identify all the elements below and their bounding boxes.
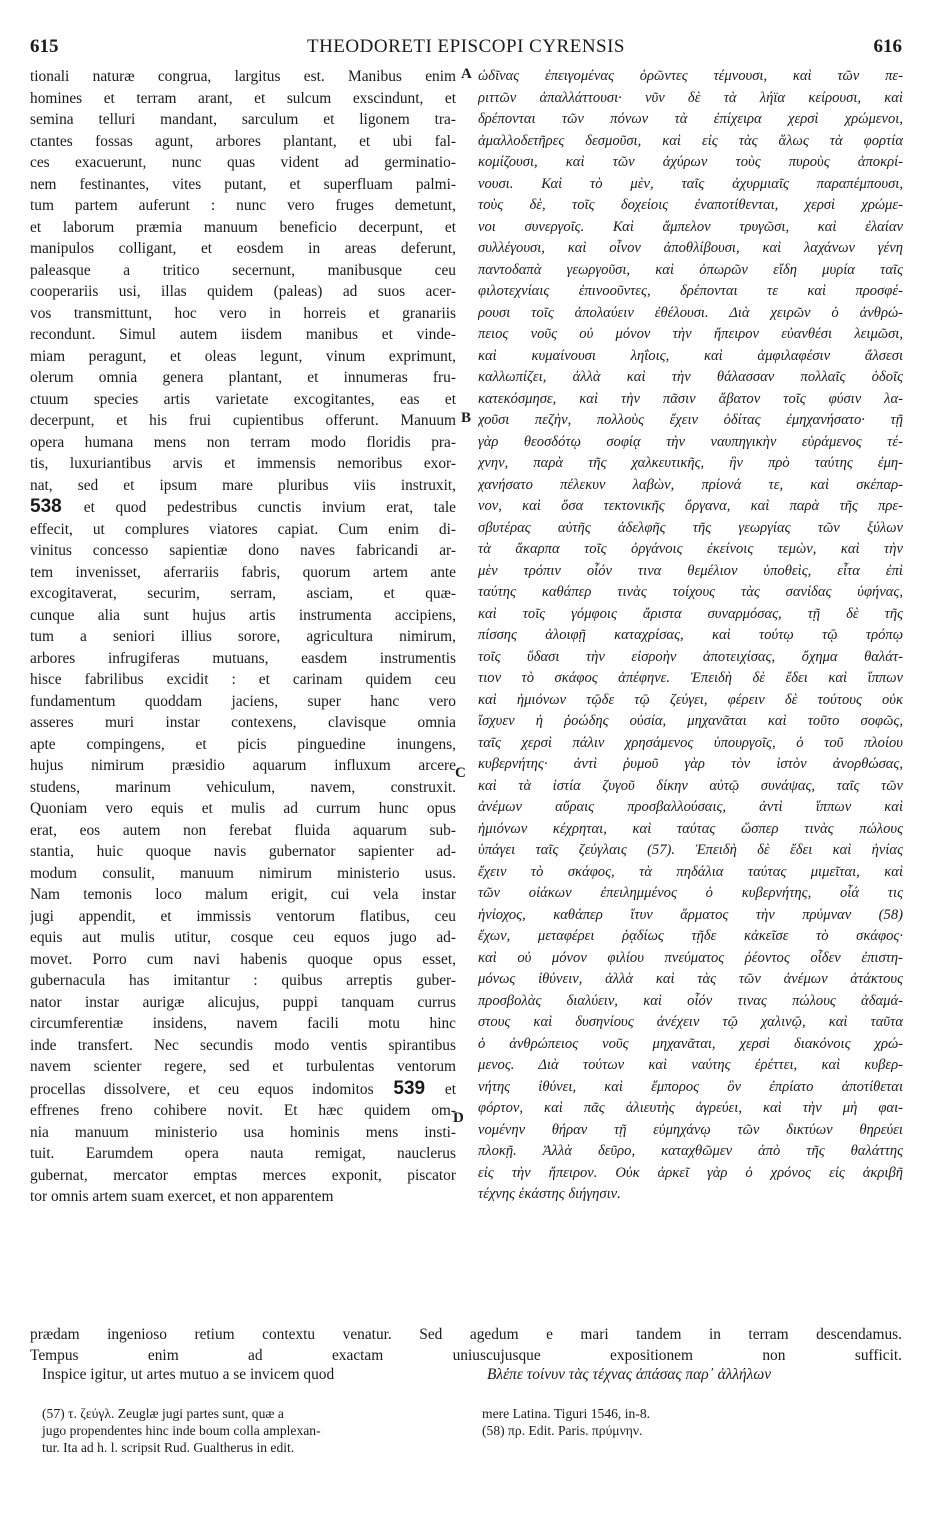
latin-text-line: recondunt. Simul autem iisdem manibus et vinde- [30, 326, 456, 343]
greek-last-line: Βλέπε τοίνυν τὰς τέχνας ἁπάσας παρ᾽ ἀλλήλων [487, 1366, 772, 1383]
greek-text-line: ὁ ἀνθρώπειος νοῦς μηχανᾶται, χερσὶ διακόνοις χρώ- [478, 1035, 903, 1052]
greek-text-line: τὰ ἄκαρπα τοῖς ὀργάνοις ἐκείνοις τεμὼν, καὶ τὴν [478, 541, 903, 557]
latin-text-line: manipulos colligant, et eosdem in areas deferunt, [30, 240, 456, 257]
latin-text-line: apte compingens, et picis pinguedine inungens, [30, 735, 456, 753]
greek-text-line: τέχνης ἑκάστης διήγησιν. [478, 1186, 621, 1202]
greek-text-line: πειος νοῦς οὐ μόνον τὴν ἤπειρον εὐανθέσι λειμῶσι, [478, 326, 903, 342]
latin-text-line: circumferentiæ insidens, navem facili motu hinc [30, 1015, 456, 1032]
section-mark-c: C [455, 765, 466, 781]
latin-text-line: cooperariis usi, illas quidem (paleas) ad suos acer- [30, 283, 456, 300]
latin-text-line: tis, luxuriantibus arvis et immensis nemoribus exor- [30, 455, 456, 472]
footnote-line: mere Latina. Tiguri 1546, in-8. [482, 1406, 651, 1421]
greek-text-line: συλλέγουσι, καὶ οἶνον ἀποθλίβουσι, καὶ λαχάνων γένη [478, 240, 903, 256]
running-title: THEODORETI EPISCOPI CYRENSIS [306, 36, 626, 57]
greek-text-line: ἔχειν τὸ σκάφος, τὰ πηδάλια ταύτας μιμεῖται, καὶ [478, 863, 903, 880]
greek-text-line: χνην, παρὰ τῆς χαλκευτικῆς, ἣν πρὸ ταύτης ἐμη- [478, 455, 903, 471]
greek-text-line: κυβερνήτης· ἀντὶ ῥυμοῦ γὰρ τὸν ἱστὸν ἀνορθώσας, [478, 756, 903, 772]
greek-text-line: μὲν τρόπιν οἷόν τινα θεμέλιον ὑποθεὶς, εἶτα ἐπὶ [478, 562, 903, 579]
greek-text-line: φιλοτεχνίαις ἐπινοοῦντες, δρέπονται τε καὶ προσφέ- [478, 283, 903, 299]
greek-column [478, 66, 903, 1206]
latin-text-line: jugi appendit, et immissis ventorum flatibus, ceu [30, 907, 456, 925]
latin-text-line: vinitus concesso sapientiæ dono naves fabricandi ar- [30, 542, 456, 559]
greek-text-line: σβυτέρας αὐτῆς ἀδελφῆς τῆς γεωργίας τῶν ξύλων [478, 519, 903, 536]
greek-text-line: ὑπάγει ταῖς ζεύγλαις (57). Ἐπειδὴ δὲ ἔδει καὶ ἡνίας [478, 842, 903, 858]
latin-text-line: tum partem auferunt : nunc vero fruges demetunt, [30, 197, 456, 214]
latin-text-line: ctantes fossas agunt, arbores plantant, et ubi fal- [30, 132, 456, 150]
greek-text-line: κομίζουσι, καὶ τῶν ἀχύρων τοὺς πυροὺς ἀποκρί- [478, 154, 903, 170]
greek-text-line: μενος. Διὰ τούτων καὶ ναύτης ἐρέττει, καὶ κυβερ- [478, 1057, 903, 1073]
latin-text-line: Quoniam vero equis et mulis ad currum hunc opus [30, 800, 456, 817]
latin-text-line: gubernat, mercator emptas merces exponit, piscator [30, 1166, 456, 1184]
latin-text-line: tum a seniori illius sorore, agricultura nimirum, [30, 628, 456, 645]
latin-text-line: homines et terram arant, et sulcum exscindunt, et [30, 89, 456, 107]
footnote-line: jugo propendentes hinc inde boum colla amplexan- [42, 1423, 321, 1438]
latin-text-line: equis aut mulis utitur, cosque ceu equos jugo ad- [30, 929, 456, 946]
latin-text-line: erat, eos autem non ferebat fluida aquarum sub- [30, 821, 456, 839]
greek-text-line: τιον τὸ σκάφος ἀπέφηνε. Ἐπειδὴ δὲ ἔδει καὶ ἵππων [478, 670, 903, 686]
latin-text-line: fundamentum quoddam jaciens, super hanc vero [30, 692, 456, 710]
page-number-right: 616 [873, 36, 902, 57]
latin-text-line: nator instar aurigæ alicujus, puppi tanquam currus [30, 993, 456, 1011]
latin-text-line: tem invenisset, aferrariis fabris, quorum artem ante [30, 563, 456, 581]
latin-text-line: excogitaverat, securim, serram, asciam, et quæ- [30, 585, 456, 602]
footnote-line: (57) τ. ζεύγλ. Zeuglæ jugi partes sunt, quæ a [42, 1406, 284, 1421]
latin-text-line: gubernacula has imitantur : quibus arreptis guber- [30, 972, 456, 989]
greek-text-line: νομένην θήραν τῇ εὐμηχάνῳ τῶν δικτύων θηρεύει [478, 1121, 903, 1138]
greek-text-line: ταύτης καθάπερ τινὰς τοίχους τὰς σανίδας ὑφήνας, [478, 584, 903, 600]
footnote-line: tur. Ita ad h. l. scripsit Rud. Gualtherus in edit. [42, 1440, 295, 1455]
latin-text-line: et laborum præmia manuum beneficio decerpunt, et [30, 218, 456, 236]
running-header [30, 36, 902, 62]
latin-text-line: cunque alia sunt hujus artis instrumenta accipiens, [30, 606, 456, 624]
greek-text-line: ταῖς χερσὶ πάλιν χρησάμενος ὑπουργοῖς, ὁ τοῦ πλοίου [478, 734, 903, 751]
section-mark-d: D [453, 1110, 464, 1126]
latin-text-line: effecit, ut complures viatores capiat. Cum enim di- [30, 520, 456, 538]
latin-text-line: navem scienter regere, sed et turbulentas ventorum [30, 1058, 456, 1075]
latin-text-line: ctuum species artis varietate excogitantes, eas et [30, 390, 456, 408]
greek-text-line: καλλωπίζει, ἀλλὰ καὶ τὴν θάλασσαν πολλαῖς ὁδοῖς [478, 369, 903, 385]
greek-text-line: δρέπονται τῶν πόνων τὰ ἐπίχειρα χερσὶ χρώμενοι, [478, 111, 903, 127]
full-width-text [30, 1324, 902, 1366]
greek-text-line: ὠδῖνας ἐπειγομένας ὁρῶντες τέμνουσι, καὶ τῶν πε- [478, 68, 903, 84]
greek-text-line: ἀμαλλοδετῆρες δεσμοῦσι, καὶ εἰς τὰς ἅλως τὰ φορτία [478, 132, 903, 149]
greek-text-line: ριττῶν ἀπαλλάττουσι· νῦν δὲ τὰ λήϊα κείρουσι, καὶ [478, 89, 903, 106]
greek-text-line: ἴσχυεν ἡ ῥοώδης οὐσία, μηχανᾶται καὶ τοῦτο σοφῶς, [478, 713, 903, 729]
greek-text-line: γὰρ θεοσδότῳ σοφίᾳ τὴν ναυπηγικὴν εὑράμενος τέ- [478, 433, 903, 450]
greek-text-line: τοῖς ὕδασι τὴν εἰσροὴν ἀποτειχίσας, ὄχημα θαλάτ- [478, 648, 903, 665]
latin-text-line: stantia, huic quoque navis gubernator sapienter ad- [30, 843, 456, 860]
footnote-line: (58) πρ. Edit. Paris. πρύμνην. [482, 1423, 643, 1438]
greek-text-line: τοὺς δὲ, τοῖς δοχείοις ἐναποτίθενται, χερσὶ χρώμε- [478, 197, 903, 213]
latin-text-line: procellas dissolvere, et ceu equos indomitos 539 et [30, 1077, 456, 1099]
footnotes-left [42, 1405, 321, 1456]
latin-text-line: opera humana mens non terram modo floridis pra- [30, 433, 456, 451]
greek-text-line: ἡμιόνων κέχρηται, καὶ ταύτας ὥσπερ τινὰς πώλους [478, 820, 903, 837]
greek-text-line: χανήσατο πέλεκυν λαβὼν, πρίονά τε, καὶ σκέπαρ- [478, 476, 903, 493]
greek-text-line: κατεκόσμησε, καὶ τὴν πᾶσιν ἄβατον τοῖς φύσιν λα- [478, 390, 903, 407]
latin-539-tail: et [444, 1080, 456, 1098]
latin-text-line: vos transmittunt, hoc vero in horreis et granariis [30, 304, 456, 322]
latin-text-line: ces exacuerunt, nunc quas vident ad germinatio- [30, 154, 456, 171]
latin-text-line: inde transfert. Nec secundis modo ventis spirantibus [30, 1036, 456, 1054]
latin-text-line: asseres muri instar contexens, clavisque omnia [30, 714, 456, 731]
greek-text-line: εἰς τὴν ἤπειρον. Οὐκ ἀρκεῖ γὰρ ὁ χρόνος εἰς ἀκριβῆ [478, 1164, 903, 1181]
footnotes-right [482, 1405, 650, 1439]
greek-text-line: ἀνέμων αὔραις προσβαλλούσαις, ἀντὶ ἵππων καὶ [478, 799, 903, 815]
greek-text-line: καὶ τοῖς γόμφοις ἄριστα συναρμόσας, τῇ δὲ τῆς [478, 605, 903, 622]
greek-text-line: καὶ τὰ ἱστία ζυγοῦ δίκην αὐτῷ συνάψας, ταῖς τῶν [478, 777, 903, 794]
greek-text-line: μόνως ἰθύνειν, ἀλλὰ καὶ τὰς τῶν ἀνέμων ἀτάκτους [478, 971, 903, 987]
latin-text-line: hujus nimirum præsidio aquarum influxum arcere [30, 757, 456, 774]
greek-text-line: φόρτον, καὶ πᾶς ἁλιευτὴς ἀγρεύει, καὶ τὴν μὴ φαι- [478, 1100, 903, 1116]
greek-text-line: πλοκῇ. Ἀλλὰ δεῦρο, καταχθῶμεν ἀπὸ τῆς θαλάττης [478, 1143, 903, 1159]
latin-last-line: Inspice igitur, ut artes mutuo a se invicem quod [42, 1366, 335, 1383]
greek-text-line: καὶ ἡμιόνων τῷδε τῷ ζεύγει, φέρειν δὲ τούτους οὐκ [478, 691, 903, 708]
greek-text-line: νουσι. Καὶ τὸ μὲν, ταῖς ἀχυρμιαῖς παραπέμπουσι, [478, 175, 903, 192]
latin-text-line: tionali naturæ congrua, largitus est. Manibus enim [30, 68, 456, 85]
greek-text-line: χοῦσι πεζὴν, πολλοὺς ἔχειν ὁδίτας ἐμηχανήσατο· τῇ [478, 412, 903, 428]
greek-text-line: τῶν οἰάκων ἐπειλημμένος ὁ κυβερνήτης, οἷά τις [478, 885, 903, 901]
latin-text-line: decerpunt, et his frui cupientibus offerunt. Manuum [30, 412, 456, 429]
latin-text-line: tuit. Earumdem opera nauta remigat, nauclerus [30, 1145, 456, 1162]
latin-text-line: miam peragunt, et oleas legunt, vinum exprimunt, [30, 347, 456, 365]
latin-text-line: nem festinantes, vites putant, et superfluam palmi- [30, 175, 456, 193]
column-number-538: 538 [30, 496, 84, 517]
page-number-left: 615 [30, 36, 59, 57]
greek-text-line: παντοδαπὰ γεωργοῦσι, καὶ ὀπωρῶν εἴδη μυρία ταῖς [478, 261, 903, 278]
column-number-539: 539 [373, 1077, 445, 1099]
section-mark-a: A [461, 66, 472, 82]
latin-text-line: movet. Porro cum navi habenis quoque opus esset, [30, 950, 456, 968]
greek-text-line: προσβολὰς διαλύειν, καὶ οἷόν τινας πώλους ἀδαμά- [478, 992, 903, 1009]
latin-text-line: studens, marinum vehiculum, navem, construxit. [30, 778, 456, 796]
latin-text-line: tor omnis artem suam exercet, et non apparentem [30, 1188, 334, 1205]
greek-text-line: στους καὶ δυσηνίους ἀνέχειν τῷ χαλινῷ, καὶ ταῦτα [478, 1014, 903, 1030]
latin-text-line: modum consulit, manuum nimirum ministerio usus. [30, 864, 456, 882]
latin-text-line: Nam temonis loco malum erigit, cui vela instar [30, 886, 456, 903]
latin-text-line: nat, sed et ipsum mare pluribus viis instruxit, [30, 476, 456, 494]
greek-text-line: πίσσης ἀλοιφῇ καταχρίσας, καὶ τούτῳ τῷ τρόπῳ [478, 627, 903, 643]
latin-text-line: hisce fabrilibus excidit : et carinam quidem ceu [30, 671, 456, 688]
greek-text-line: νον, καὶ ὅσα τεκτονικῆς ὄργανα, καὶ παρὰ τῆς πρε- [478, 498, 903, 514]
latin-text-line: effrenes freno cohibere novit. Et hæc quidem om- [30, 1102, 456, 1119]
greek-text-line: ἔχων, μεταφέρει ῥᾳδίως τῇδε κἀκεῖσε τὸ σκάφος· [478, 928, 903, 944]
latin-text-line: paleasque a tritico secernunt, manibusque ceu [30, 261, 456, 279]
greek-text-line: ἡνίοχος, καθάπερ ἴτυν ἅρματος τὴν πρύμναν (58) [478, 906, 903, 923]
latin-text-line: semina telluri mandant, sarculum et ligonem tra- [30, 111, 456, 128]
greek-text-line: ρουσι τοῖς ἀπολαύειν ἐθέλουσι. Διὰ χειρῶν ὁ ἀνθρώ- [478, 304, 903, 321]
section-mark-b: B [461, 410, 472, 426]
greek-text-line: καὶ οὐ μόνον φιλίου πνεύματος ῥέοντος οἶδεν ἐπιστη- [478, 949, 903, 966]
latin-text-line: nia manuum ministerio usa hominis mens insti- [30, 1123, 456, 1141]
greek-text-line: νοι συνεργοῖς. Καὶ ἄμπελον τρυγῶσι, καὶ ἐλαίαν [478, 218, 903, 235]
greek-text-line: νήτης ἰθύνει, καὶ ἔμπορος ὃν ἐπρίατο ἀποτίθεται [478, 1078, 903, 1095]
greek-text-line: καὶ κυμαίνουσι ληΐοις, καὶ ἀμφιλαφέσιν ἄλσεσι [478, 347, 903, 364]
full-width-line: Tempus enim ad exactam uniuscujusque expositionem non sufficit. [30, 1347, 902, 1364]
latin-text-line: arbores infrugiferas mutuans, easdem instrumentis [30, 649, 456, 667]
latin-text-line: 538 et quod pedestribus cunctis invium erat, tale [30, 496, 456, 517]
latin-text-line: olerum omnia genera plantant, et innumeras fru- [30, 369, 456, 386]
latin-column [30, 66, 456, 1208]
full-width-line: prædam ingenioso retium contextu venatur. Sed agedum e mari tandem in terram descendamus. [30, 1326, 902, 1343]
